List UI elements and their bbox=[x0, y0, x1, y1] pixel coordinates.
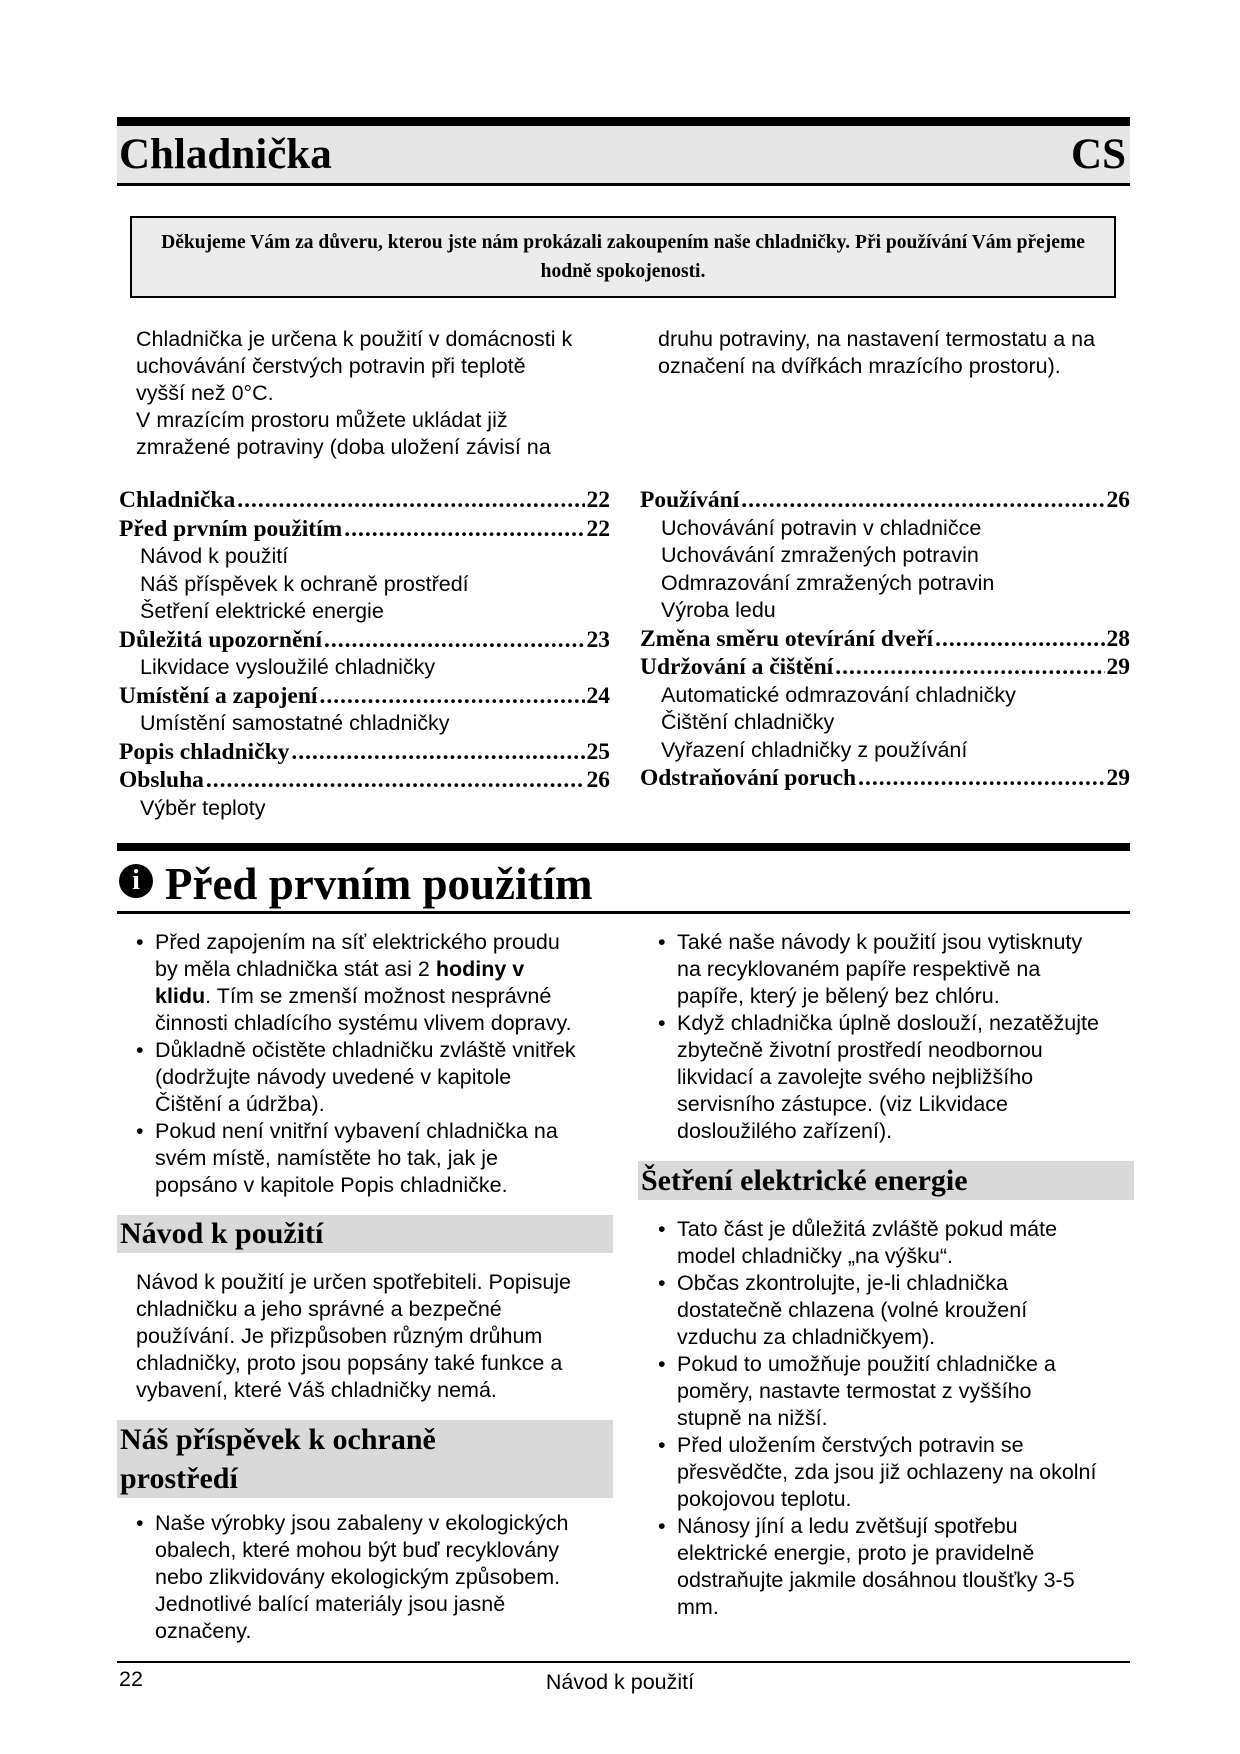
toc-entry[interactable] bbox=[119, 515, 610, 544]
toc-entry-title: Důležitá upozornění bbox=[119, 626, 323, 653]
toc-entry-title: Obsluha bbox=[119, 767, 204, 793]
right-bullet-list bbox=[658, 929, 1138, 1145]
toc-entry[interactable] bbox=[640, 486, 1130, 515]
toc-entry-title: Popis chladničky bbox=[119, 738, 290, 765]
toc-entry[interactable] bbox=[119, 682, 610, 711]
toc-entry-page: 24 bbox=[586, 682, 610, 709]
list-item: • Tato část je důležitá zvláště pokud máte model chladničky „na výšku“. bbox=[658, 1216, 1138, 1270]
intro-line: V mrazícím prostoru můžete ukládat již bbox=[136, 408, 508, 432]
list-item: • Pokud není vnitřní vybavení chladnička na svém místě, namístěte ho tak, jak je popsáno v kapitole Popis chladničke. bbox=[136, 1118, 616, 1199]
toc-entry[interactable] bbox=[119, 766, 610, 795]
toc-entry-page: 28 bbox=[1106, 625, 1130, 652]
list-item: • Důkladně očistěte chladničku zvláště vnitřek (dodržujte návody uvedené v kapitole Čištění a údržba). bbox=[136, 1037, 616, 1118]
list-item: • Před zapojením na síť elektrického proudu by měla chladnička stát asi 2 hodiny v klidu. Tím se zmenší možnost nesprávné činnosti chladícího systému vlivem dopravy. bbox=[136, 929, 616, 1037]
toc-entry-title: Používání bbox=[640, 487, 740, 513]
subheading-setreni: Šetření elektrické energie bbox=[638, 1161, 1134, 1200]
toc-leader-dots bbox=[344, 515, 584, 543]
toc-leader-dots bbox=[206, 766, 585, 794]
toc-leader-dots bbox=[741, 486, 1104, 514]
intro-line: druhu potraviny, na nastavení termostatu a na bbox=[658, 327, 1096, 351]
intro-line: Chladnička je určena k použití v domácnosti k bbox=[136, 327, 573, 351]
toc-subentry[interactable]: Uchovávání potravin v chladničce bbox=[661, 515, 982, 540]
language-code: CS bbox=[1071, 131, 1126, 178]
info-icon: i bbox=[119, 864, 153, 898]
toc-entry-page: 25 bbox=[586, 738, 610, 765]
toc-entry-title: Umístění a zapojení bbox=[119, 682, 318, 709]
toc-leader-dots bbox=[324, 626, 584, 654]
page-number: 22 bbox=[119, 1667, 143, 1691]
toc-leader-dots bbox=[835, 653, 1104, 681]
page-title: Chladnička bbox=[119, 131, 332, 178]
section-heading bbox=[119, 856, 592, 912]
toc-entry-page: 26 bbox=[586, 767, 610, 793]
intro-left-column bbox=[136, 326, 636, 461]
toc-subentry[interactable]: Čištění chladničky bbox=[661, 710, 835, 734]
left-bullet-list bbox=[136, 929, 616, 1199]
toc-entry-title: Chladnička bbox=[119, 487, 236, 513]
toc-subentry[interactable]: Odmrazování zmražených potravin bbox=[661, 570, 995, 595]
list-item: • Občas zkontrolujte, je-li chladnička dostatečně chlazena (volné kroužení vzduchu za chladničkyem). bbox=[658, 1270, 1138, 1351]
section-rule-bottom bbox=[117, 911, 1130, 914]
toc-entry[interactable] bbox=[119, 738, 610, 767]
toc-leader-dots bbox=[237, 486, 584, 514]
intro-line: označení na dvířkách mrazícího prostoru). bbox=[658, 354, 1061, 378]
list-item: • Naše výrobky jsou zabaleny v ekologických obalech, které mohou být buď recyklovány nebo zlikvidovány ekologickým způsobem. Jednotlivé balící materiály jsou jasně označeny. bbox=[136, 1510, 616, 1645]
toc-entry[interactable] bbox=[640, 625, 1130, 654]
footer-rule bbox=[117, 1661, 1130, 1663]
toc-entry-title: Změna směru otevírání dveří bbox=[640, 625, 934, 652]
toc-subentry[interactable]: Výběr teploty bbox=[140, 795, 266, 820]
thanks-text: Děkujeme Vám za důveru, kterou jste nám prokázali zakoupením naše chladničky. Při používání Vám přejeme hodně spokojenosti. bbox=[161, 232, 1085, 282]
setreni-bullet-list bbox=[658, 1216, 1138, 1621]
thanks-box bbox=[130, 216, 1116, 298]
toc-left-column bbox=[119, 486, 610, 822]
subheading-navod: Návod k použití bbox=[117, 1215, 613, 1253]
toc-entry-title: Udržování a čištění bbox=[640, 654, 834, 680]
toc-entry-page: 23 bbox=[586, 626, 610, 653]
toc-entry-page: 29 bbox=[1106, 765, 1130, 791]
toc-entry-page: 26 bbox=[1106, 487, 1130, 513]
nas-bullet-list bbox=[136, 1510, 616, 1645]
toc-entry-title: Odstraňování poruch bbox=[640, 765, 857, 791]
toc-entry-page: 29 bbox=[1106, 654, 1130, 680]
subheading-nas-prispevek: Náš příspěvek k ochraně prostředí bbox=[117, 1420, 613, 1498]
intro-line: zmražené potraviny (doba uložení závisí na bbox=[136, 435, 551, 459]
toc-leader-dots bbox=[935, 625, 1104, 653]
list-item: • Pokud to umožňuje použití chladničke a poměry, nastavte termostat z vyššího stupně na nižší. bbox=[658, 1351, 1138, 1432]
toc-entry-title: Před prvním použitím bbox=[119, 515, 343, 542]
section-title: Před prvním použitím bbox=[165, 859, 593, 909]
header-rule-top bbox=[117, 117, 1130, 126]
toc-subentry[interactable]: Náš příspěvek k ochraně prostředí bbox=[140, 571, 469, 596]
toc-entry-page: 22 bbox=[586, 515, 610, 542]
toc-subentry[interactable]: Šetření elektrické energie bbox=[140, 599, 384, 623]
toc-leader-dots bbox=[291, 738, 584, 766]
toc-right-column bbox=[640, 486, 1130, 793]
intro-line: uchovávání čerstvých potravin při teplotě bbox=[136, 354, 526, 378]
list-item: • Když chladnička úplně doslouží, nezatěžujte zbytečně životní prostředí neodbornou likvidací a zavolejte svého nejbližšího servisního zástupce. (viz Likvidace dosloužilého zařízení). bbox=[658, 1010, 1138, 1145]
list-item: • Před uložením čerstvých potravin se přesvědčte, zda jsou již ochlazeny na okolní pokojovou teplotu. bbox=[658, 1432, 1138, 1513]
toc-subentry[interactable]: Umístění samostatné chladničky bbox=[140, 711, 450, 735]
toc-leader-dots bbox=[858, 764, 1104, 792]
toc-leader-dots bbox=[319, 682, 584, 710]
toc-subentry[interactable]: Návod k použití bbox=[140, 544, 289, 568]
navod-paragraph: Návod k použití je určen spotřebiteli. Popisuje chladničku a jeho správné a bezpečné používání. Je přizpůsoben různým drůhum chladničky, proto jsou popsány také funkce a vybavení, které Váš chladničky nemá. bbox=[136, 1270, 572, 1402]
list-item: • Nánosy jíní a ledu zvětšují spotřebu elektrické energie, proto je pravidelně odstraňujte jakmile dosáhnou tloušťky 3-5 mm. bbox=[658, 1513, 1138, 1621]
toc-subentry[interactable]: Uchovávání zmražených potravin bbox=[661, 543, 979, 567]
intro-right-column bbox=[658, 326, 1138, 380]
section-rule-top bbox=[117, 843, 1130, 851]
toc-subentry[interactable]: Vyřazení chladničky z používání bbox=[661, 737, 968, 762]
list-item: • Také naše návody k použití jsou vytisknuty na recyklovaném papíře respektivě na papíře, který je bělený bez chlóru. bbox=[658, 929, 1138, 1010]
footer-title: Návod k použití bbox=[545, 1670, 695, 1694]
toc-subentry[interactable]: Výroba ledu bbox=[661, 598, 776, 622]
toc-entry[interactable] bbox=[119, 486, 610, 515]
toc-subentry[interactable]: Likvidace vysloužilé chladničky bbox=[140, 655, 436, 679]
toc-entry[interactable] bbox=[119, 626, 610, 655]
toc-entry[interactable] bbox=[640, 653, 1130, 682]
intro-line: vyšší než 0°C. bbox=[136, 381, 274, 405]
toc-entry-page: 22 bbox=[586, 487, 610, 513]
header-rule-bottom bbox=[117, 183, 1130, 186]
toc-entry[interactable] bbox=[640, 764, 1130, 793]
toc-subentry[interactable]: Automatické odmrazování chladničky bbox=[661, 682, 1016, 707]
